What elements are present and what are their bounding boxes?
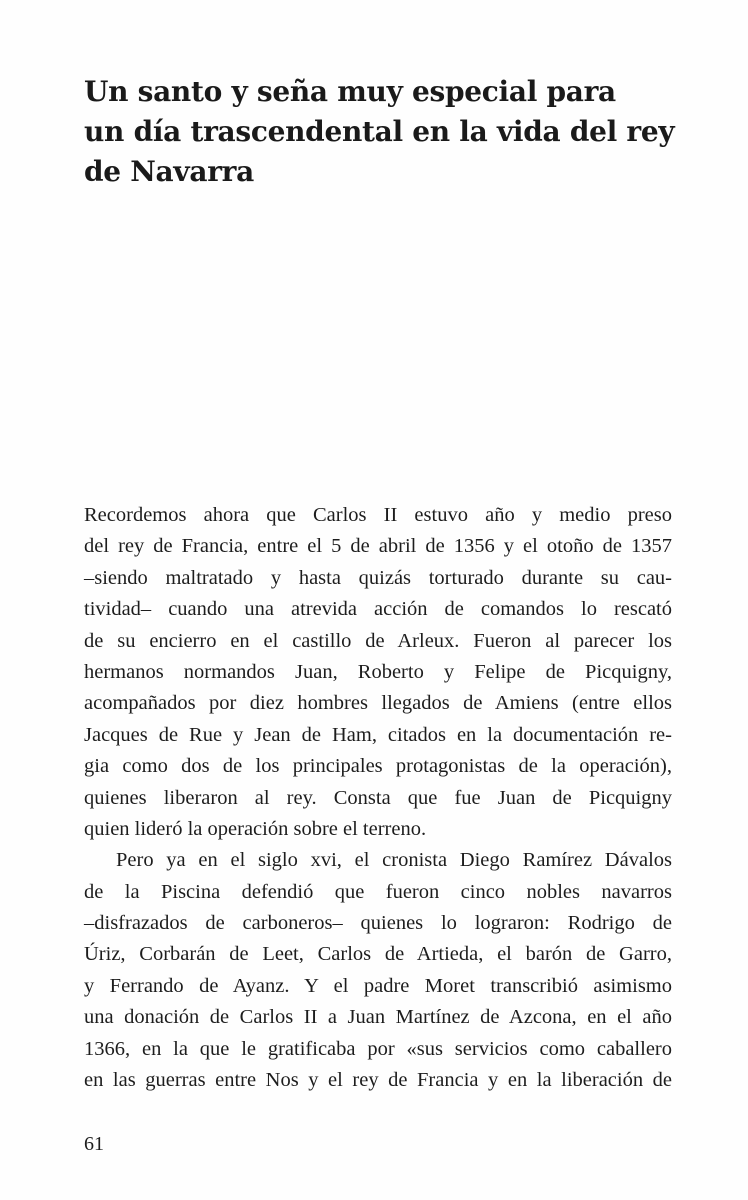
text-line: quienes liberaron al rey. Consta que fue Juan de Picquigny [84,786,672,809]
text-line: una donación de Carlos II a Juan Martínez de Azcona, en el año [84,1006,672,1029]
text-line: tividad– cuando una atrevida acción de comandos lo rescató [84,598,672,621]
text-line: en las guerras entre Nos y el rey de Francia y en la liberación de [84,1069,672,1092]
chapter-title [84,72,704,192]
text-line: hermanos normandos Juan, Roberto y Felipe de Picquigny, [84,660,672,683]
text-line: 1366, en la que le gratificaba por «sus servicios como caballero [84,1037,672,1060]
text-line: gia como dos de los principales protagonistas de la operación), [84,755,672,778]
text-line: quien lideró la operación sobre el terreno. [84,817,427,840]
paragraph-2 [84,845,672,1096]
text-line: Recordemos ahora que Carlos II estuvo año y medio preso [84,504,672,526]
text-line: y Ferrando de Ayanz. Y el padre Moret transcribió asimismo [84,974,672,997]
chapter-title-line: de Navarra [84,155,254,188]
text-line: Úriz, Corbarán de Leet, Carlos de Artieda, el barón de Garro, [84,943,672,966]
page-number: 61 [84,1133,104,1155]
text-line: de la Piscina defendió que fueron cinco nobles navarros [84,880,672,903]
text-line: del rey de Francia, entre el 5 de abril de 1356 y el otoño de 1357 [84,535,672,558]
text-line: acompañados por diez hombres llegados de Amiens (entre ellos [84,692,672,715]
text-line: –disfrazados de carboneros– quienes lo lograron: Rodrigo de [84,912,672,935]
text-line: –siendo maltratado y hasta quizás torturado durante su cau- [84,566,672,589]
text-line: Pero ya en el siglo xvi, el cronista Diego Ramírez Dávalos [116,849,672,872]
text-line: de su encierro en el castillo de Arleux. Fueron al parecer los [84,629,672,652]
chapter-title-line: Un santo y seña muy especial para [84,75,616,108]
body-text [84,500,672,1096]
chapter-title-line: un día trascendental en la vida del rey [84,115,675,148]
paragraph-1 [84,500,672,845]
text-line: Jacques de Rue y Jean de Ham, citados en la documentación re- [84,723,672,746]
